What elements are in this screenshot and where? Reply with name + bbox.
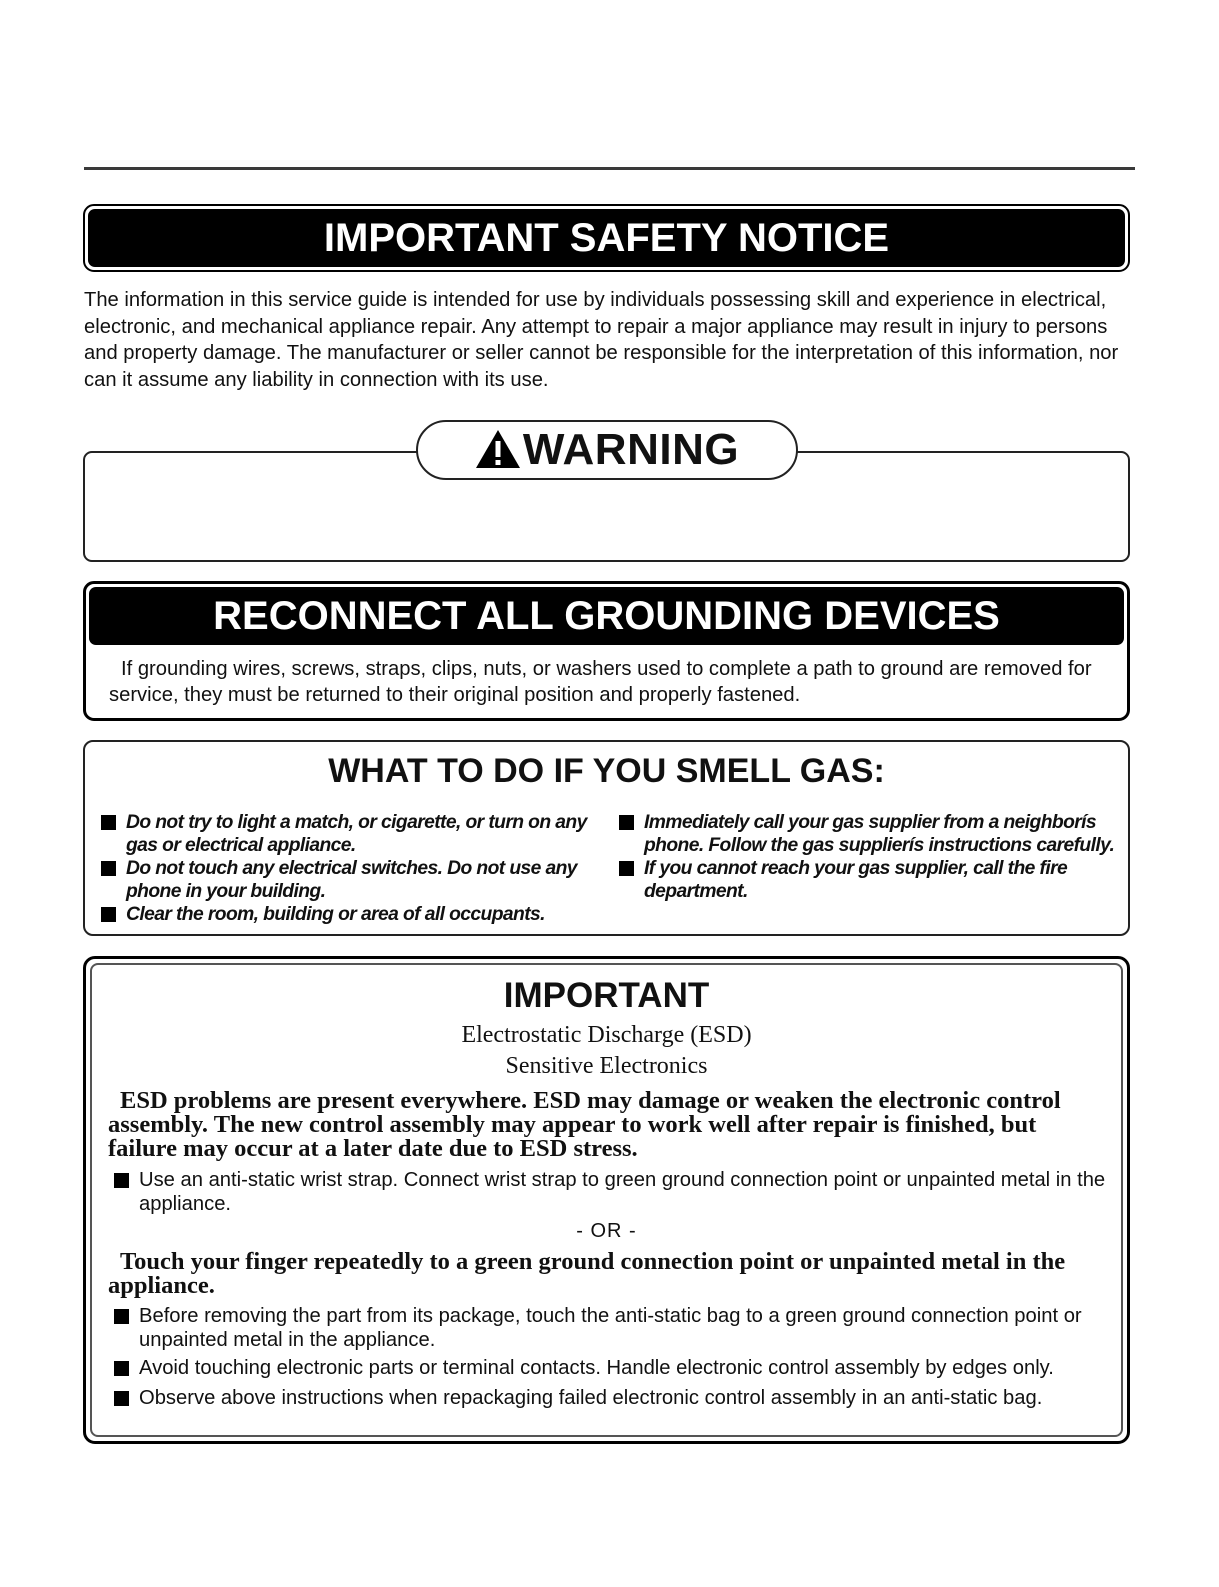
gas-item-text: Do not try to light a match, or cigarette, or turn on any gas or electrical appliance. [126, 812, 587, 856]
touch-statement: Touch your finger repeatedly to a green ground connection point or unpainted metal in the appliance. [108, 1248, 1066, 1299]
list-item [114, 1356, 1139, 1380]
list-item [619, 811, 1119, 857]
list-item [114, 1386, 1139, 1410]
important-inner [90, 963, 1123, 1437]
bullet-square-icon [114, 1173, 129, 1188]
or-divider: - OR - [576, 1220, 637, 1242]
gas-title: WHAT TO DO IF YOU SMELL GAS: [328, 752, 885, 790]
bullet-square-icon [101, 861, 116, 876]
list-item [101, 903, 589, 926]
gas-left-list [101, 811, 589, 926]
bullet-square-icon [114, 1391, 129, 1406]
esd-subtitle-2: Sensitive Electronics [505, 1053, 708, 1079]
bullet-square-icon [114, 1361, 129, 1376]
grounding-title: RECONNECT ALL GROUNDING DEVICES [89, 587, 1124, 645]
safety-notice-frame [83, 204, 1130, 272]
list-item [101, 857, 589, 903]
esd-item-text: Before removing the part from its package, touch the anti-static bag to a green ground connection point or unpainted metal in the appliance. [139, 1305, 1082, 1351]
grounding-frame [83, 581, 1130, 721]
gas-box [83, 740, 1130, 936]
esd-item-text: Avoid touching electronic parts or terminal contacts. Handle electronic control assembly by edges only. [139, 1357, 1054, 1379]
bullet-square-icon [619, 815, 634, 830]
grounding-body: If grounding wires, screws, straps, clips, nuts, or washers used to complete a path to ground are removed for service, they must be returned to their original position and properly fastened. [109, 658, 1092, 706]
warning-title: WARNING [522, 425, 740, 474]
safety-notice-title: IMPORTANT SAFETY NOTICE [88, 209, 1125, 267]
strap-item-text: Use an anti-static wrist strap. Connect wrist strap to green ground connection point or unpainted metal in the appliance. [139, 1169, 1106, 1215]
gas-item-text: Immediately call your gas supplier from a neighborís phone. Follow the gas supplierís instructions carefully. [644, 812, 1115, 856]
gas-item-text: Clear the room, building or area of all occupants. [126, 904, 545, 925]
bullet-square-icon [101, 907, 116, 922]
list-item [101, 811, 589, 857]
top-divider [84, 167, 1135, 170]
bullet-square-icon [114, 1309, 129, 1324]
warning-label [416, 420, 798, 480]
gas-item-text: Do not touch any electrical switches. Do not use any phone in your building. [126, 858, 577, 902]
list-item [114, 1304, 1139, 1352]
gas-item-text: If you cannot reach your gas supplier, call the fire department. [644, 858, 1068, 902]
important-frame [83, 956, 1130, 1444]
esd-subtitle: Electrostatic Discharge (ESD) [461, 1022, 752, 1048]
list-item [619, 857, 1119, 903]
esd-item-text: Observe above instructions when repackaging failed electronic control assembly in an anti-static bag. [139, 1387, 1043, 1409]
gas-right-list [619, 811, 1119, 903]
list-item [114, 1168, 1139, 1216]
safety-notice-body: The information in this service guide is intended for use by individuals possessing skill and experience in electrical, electronic, and mechanical appliance repair. Any attempt to repair a major appliance may result in injury to persons and property damage. The manufacturer or seller cannot be responsible for the interpretation of this information, nor can it assume any liability in connection with its use. [84, 289, 1119, 391]
bullet-square-icon [101, 815, 116, 830]
important-title: IMPORTANT [503, 976, 710, 1015]
bullet-square-icon [619, 861, 634, 876]
esd-statement: ESD problems are present everywhere. ESD may damage or weaken the electronic control assembly. The new control assembly may appear to work well after repair is finished, but failure may occur at a later date due to ESD stress. [108, 1087, 1061, 1162]
warning-triangle-icon [475, 429, 521, 469]
